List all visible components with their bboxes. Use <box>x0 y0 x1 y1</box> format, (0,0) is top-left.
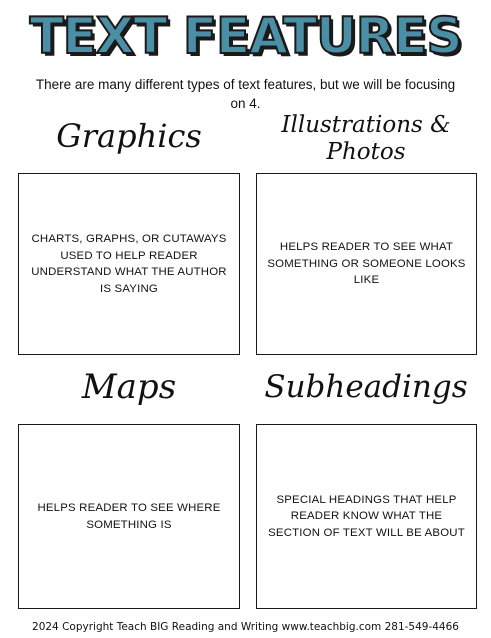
feature-box-illustrations-photos <box>256 173 477 355</box>
page-title: TEXT FEATURES <box>29 7 462 65</box>
heading-graphics: Graphics <box>56 117 202 155</box>
feature-description-subheadings: SPECIAL HEADINGS THAT HELP READER KNOW WHAT THE SECTION OF TEXT WILL BE ABOUT <box>268 493 465 539</box>
heading-illustrations-photos <box>256 112 476 166</box>
feature-description-illustrations-photos: HELPS READER TO SEE WHAT SOMETHING OR SOMEONE LOOKS LIKE <box>267 241 466 287</box>
feature-box-graphics <box>18 173 240 355</box>
copyright-footer: 2024 Copyright Teach BIG Reading and Writing www.teachbig.com 281-549-4466 <box>32 621 459 633</box>
feature-box-subheadings <box>256 424 477 609</box>
feature-description-maps: HELPS READER TO SEE WHERE SOMETHING IS <box>37 502 221 531</box>
heading-subheadings: Subheadings <box>264 369 468 405</box>
heading-illustrations-line2: Photos <box>326 139 406 165</box>
feature-description-graphics: CHARTS, GRAPHS, OR CUTAWAYS USED TO HELP READER UNDERSTAND WHAT THE AUTHOR IS SAYING <box>31 233 227 295</box>
feature-box-maps <box>18 424 240 609</box>
heading-illustrations-line1: Illustrations & <box>281 112 451 138</box>
intro-text: There are many different types of text features, but we will be focusing on 4. <box>35 77 456 111</box>
heading-maps: Maps <box>81 367 177 407</box>
